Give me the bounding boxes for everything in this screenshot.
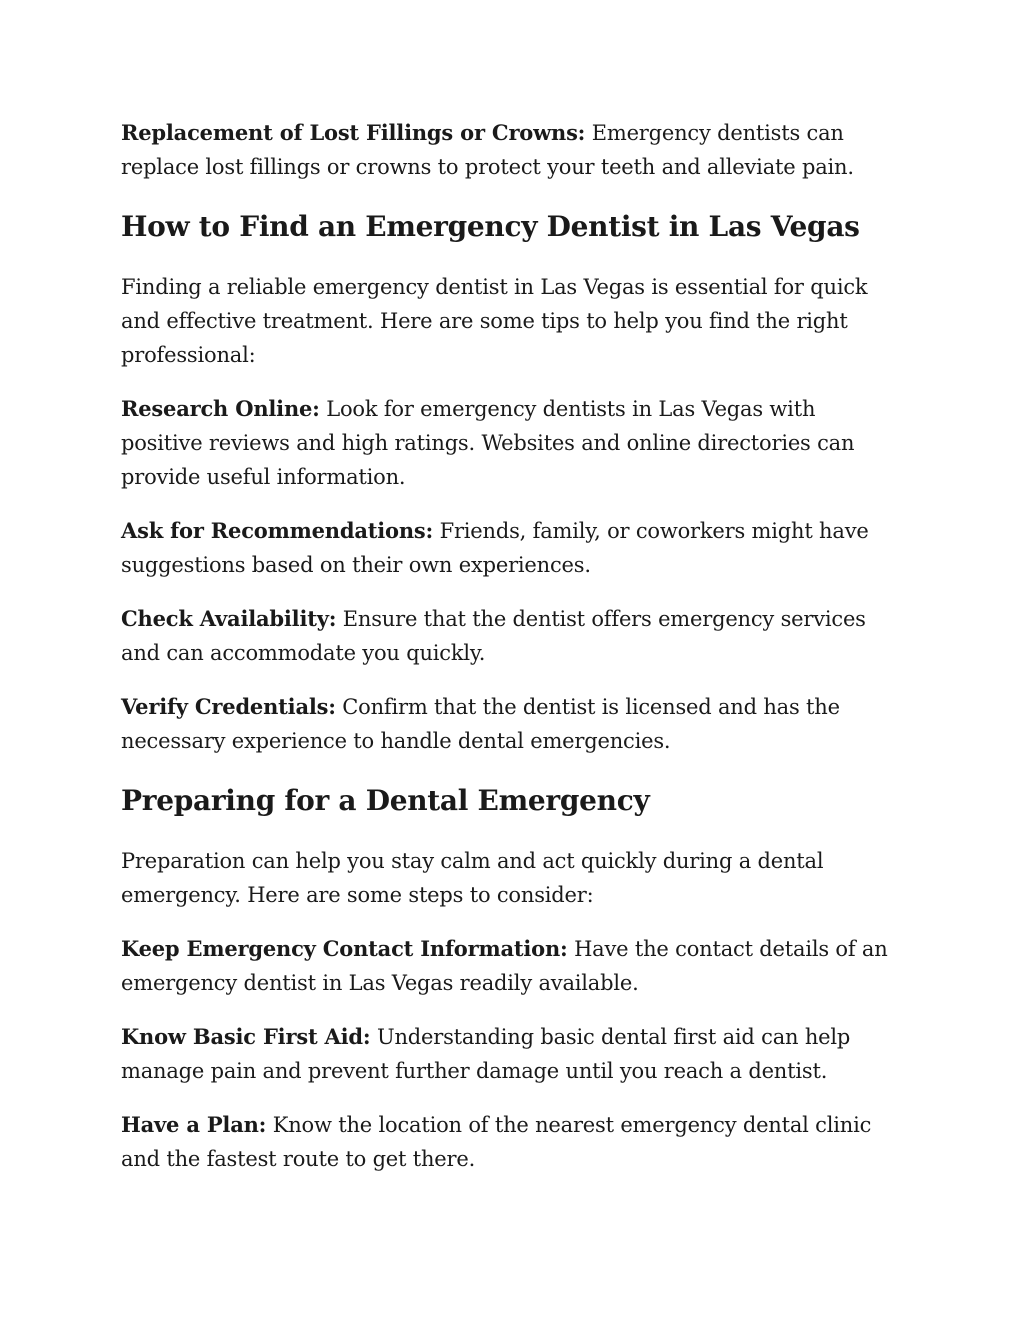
text-keep-contact: Have the contact details of an emergency dentist in Las Vegas readily available. [121, 937, 888, 995]
paragraph-keep-contact [121, 932, 891, 1000]
document-page [121, 116, 891, 1196]
paragraph-preparing-intro: Preparation can help you stay calm and act quickly during a dental emergency. Here are some steps to consider: [121, 849, 824, 907]
text-research-online: Look for emergency dentists in Las Vegas with positive reviews and high ratings. Websites and online directories can provide useful information. [121, 397, 855, 489]
paragraph-research-online [121, 392, 891, 494]
term-verify-credentials: Verify Credentials: [121, 694, 336, 719]
text-ask-recommendations: Friends, family, or coworkers might have suggestions based on their own experiences. [121, 519, 869, 577]
heading-find-dentist: How to Find an Emergency Dentist in Las Vegas [121, 210, 860, 243]
text-verify-credentials: Confirm that the dentist is licensed and has the necessary experience to handle dental emergencies. [121, 695, 840, 753]
paragraph-ask-recommendations [121, 514, 891, 582]
term-have-plan: Have a Plan: [121, 1112, 267, 1137]
paragraph-verify-credentials [121, 690, 891, 758]
term-ask-recommendations: Ask for Recommendations: [121, 518, 434, 543]
paragraph-lost-fillings [121, 116, 891, 184]
term-check-availability: Check Availability: [121, 606, 337, 631]
term-first-aid: Know Basic First Aid: [121, 1024, 371, 1049]
paragraph-first-aid [121, 1020, 891, 1088]
term-lost-fillings: Replacement of Lost Fillings or Crowns: [121, 120, 586, 145]
text-have-plan: Know the location of the nearest emergency dental clinic and the fastest route to get there. [121, 1113, 872, 1171]
text-first-aid: Understanding basic dental first aid can help manage pain and prevent further damage until you reach a dentist. [121, 1025, 851, 1083]
term-keep-contact: Keep Emergency Contact Information: [121, 936, 568, 961]
term-research-online: Research Online: [121, 396, 320, 421]
paragraph-have-plan [121, 1108, 891, 1176]
text-lost-fillings: Emergency dentists can replace lost fillings or crowns to protect your teeth and alleviate pain. [121, 121, 854, 179]
text-check-availability: Ensure that the dentist offers emergency services and can accommodate you quickly. [121, 607, 866, 665]
heading-preparing: Preparing for a Dental Emergency [121, 784, 650, 817]
paragraph-find-intro: Finding a reliable emergency dentist in Las Vegas is essential for quick and effective treatment. Here are some tips to help you find the right professional: [121, 275, 868, 367]
paragraph-check-availability [121, 602, 891, 670]
